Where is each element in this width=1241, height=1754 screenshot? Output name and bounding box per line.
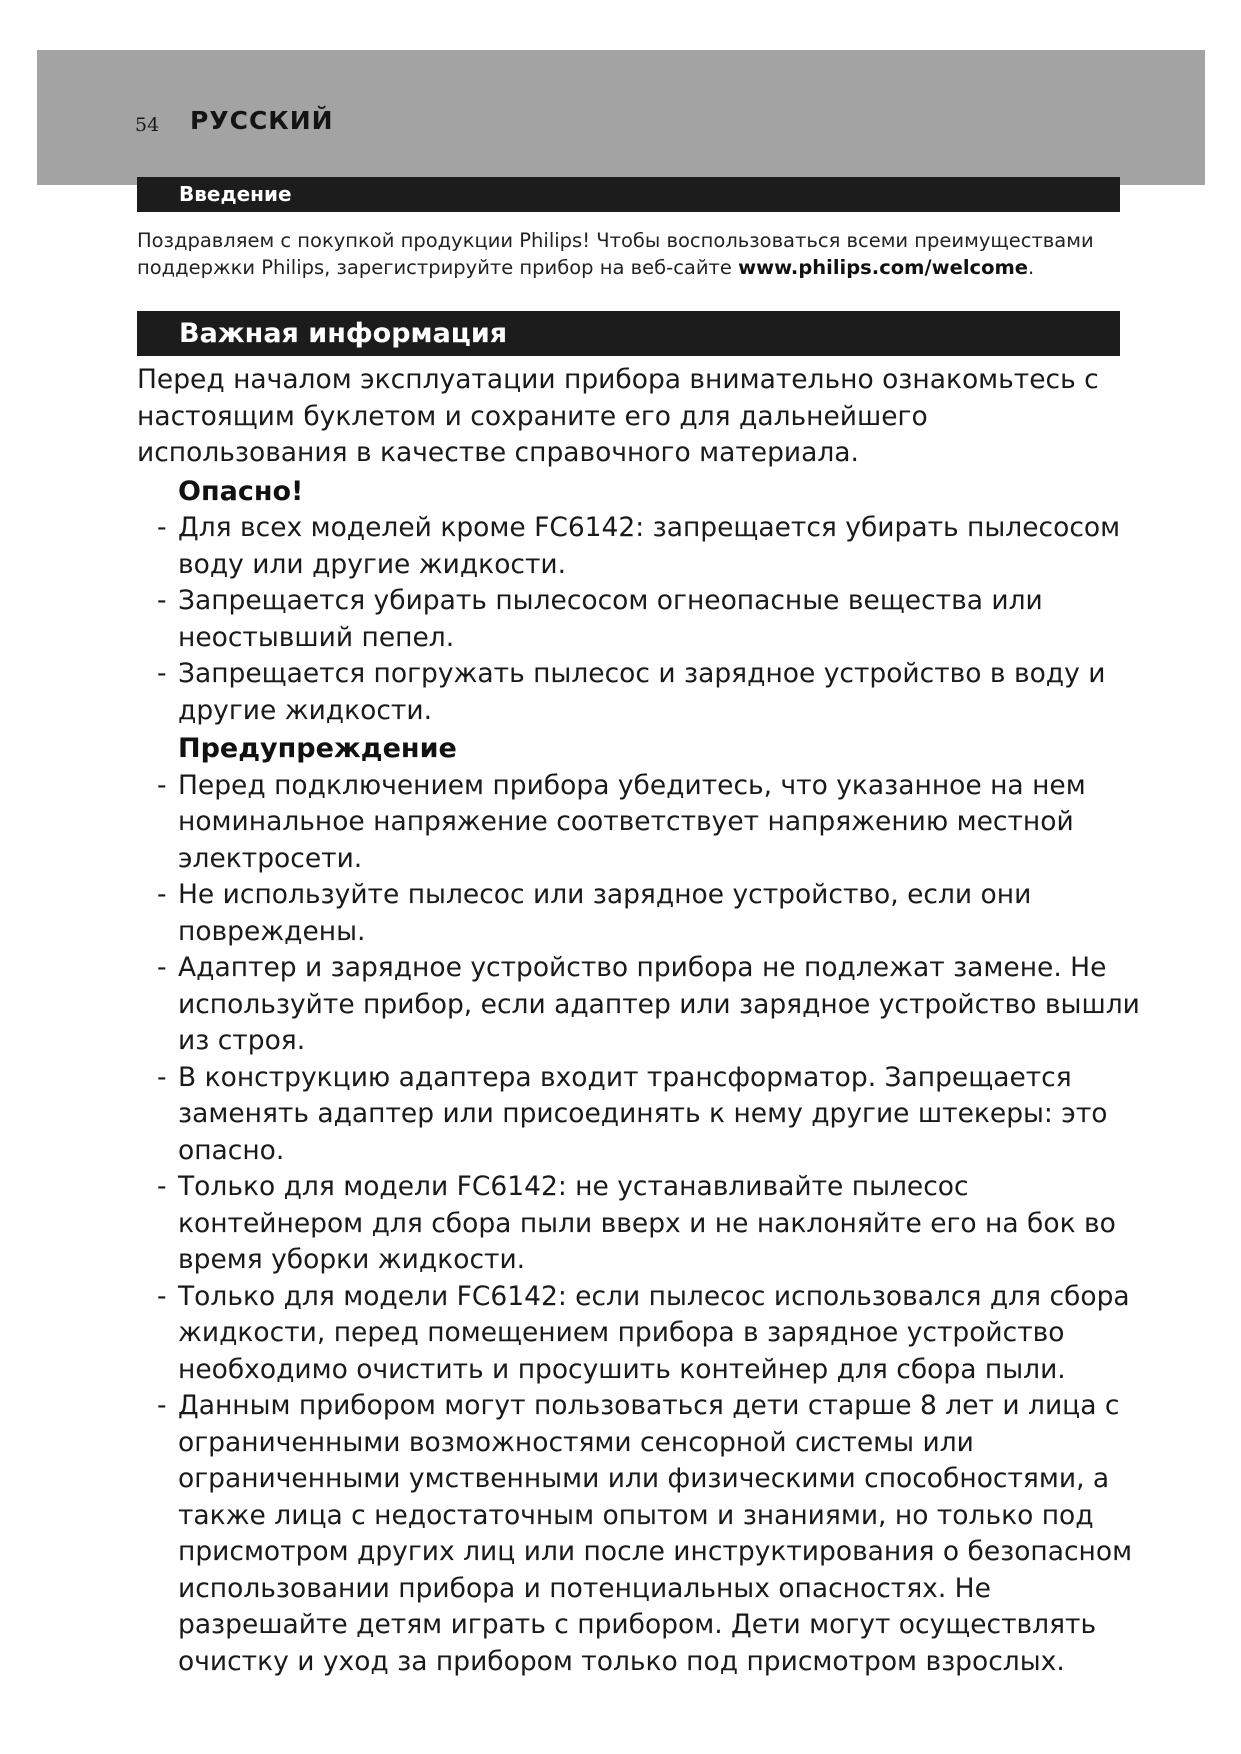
list-dash: - xyxy=(157,1390,167,1421)
intro-text-end: . xyxy=(1028,256,1035,279)
list-item-text: Адаптер и зарядное устройство прибора не подлежат замене. Не используйте прибор, если адаптер или зарядное устройство вышли из строя. xyxy=(178,952,1140,1056)
list-dash: - xyxy=(157,1061,167,1093)
list-dash: - xyxy=(157,585,167,616)
list-item xyxy=(137,583,1143,656)
list-item-text: Запрещается погружать пылесос и зарядное устройство в воду и другие жидкости. xyxy=(178,658,1106,726)
important-lead: Перед началом эксплуатации прибора внимательно ознакомьтесь с настоящим буклетом и сохраните его для дальнейшего использования в качестве справочного материала. xyxy=(137,364,1099,468)
list-item xyxy=(137,656,1143,729)
list-item xyxy=(137,1060,1143,1170)
page-number: 54 xyxy=(135,114,160,136)
list-item xyxy=(137,877,1143,950)
list-dash: - xyxy=(157,879,167,910)
list-dash: - xyxy=(157,769,167,801)
list-item xyxy=(137,1169,1143,1279)
list-item xyxy=(137,510,1143,583)
list-item-text: В конструкцию адаптера входит трансформатор. Запрещается заменять адаптер или присоединять к нему другие штекеры: это опасно. xyxy=(178,1061,1108,1166)
intro-paragraph xyxy=(137,227,1137,281)
list-item-text: Перед подключением прибора убедитесь, что указанное на нем номинальное напряжение соответствует напряжению местной электросети. xyxy=(178,769,1086,874)
list-item-text: Только для модели FC6142: если пылесос использовался для сбора жидкости, перед помещением прибора в зарядное устройство необходимо очистить и просушить контейнер для сбора пыли. xyxy=(178,1280,1130,1385)
list-dash: - xyxy=(157,1280,167,1312)
list-dash: - xyxy=(157,658,167,689)
danger-heading: Опасно! xyxy=(178,475,304,507)
language-title: РУССКИЙ xyxy=(190,106,334,135)
list-item xyxy=(137,950,1143,1060)
list-item-text: Не используйте пылесос или зарядное устройство, если они повреждены. xyxy=(178,879,1032,947)
warning-list xyxy=(137,768,1140,1681)
list-item-text: Для всех моделей кроме FC6142: запрещается убирать пылесосом воду или другие жидкости. xyxy=(178,512,1121,580)
intro-text: Поздравляем с покупкой продукции Philips! Чтобы воспользоваться всеми преимуществами поддержки Philips, зарегистрируйте прибор на веб-сайте xyxy=(137,229,1094,279)
list-item xyxy=(137,1279,1143,1389)
section-heading-important: Важная информация xyxy=(137,311,1120,356)
list-dash: - xyxy=(157,512,167,543)
list-item-text: Данным прибором могут пользоваться дети старше 8 лет и лица с ограниченными возможностями сенсорной системы или ограниченными умственными или физическими способностями, а также лица с недостаточным опытом и знаниями, но только под присмотром других лиц или после инструктирования о безопасном использовании прибора и потенциальных опасностях. Не разрешайте детям играть с прибором. Дети могут осуществлять очистку и уход за прибором только под присмотром взрослых. xyxy=(178,1390,1133,1677)
list-item xyxy=(137,1388,1143,1680)
section-heading-intro: Введение xyxy=(137,177,1120,212)
danger-list xyxy=(137,510,1137,729)
list-item xyxy=(137,768,1143,878)
important-content xyxy=(137,362,1140,1680)
list-item-text: Только для модели FC6142: не устанавливайте пылесос контейнером для сбора пыли вверх и не наклоняйте его на бок во время уборки жидкости. xyxy=(178,1171,1116,1275)
welcome-url[interactable]: www.philips.com/welcome xyxy=(738,256,1029,279)
warning-heading: Предупреждение xyxy=(178,733,457,764)
list-item-text: Запрещается убирать пылесосом огнеопасные вещества или неостывший пепел. xyxy=(178,585,1043,653)
list-dash: - xyxy=(157,1171,167,1202)
list-dash: - xyxy=(157,952,167,983)
